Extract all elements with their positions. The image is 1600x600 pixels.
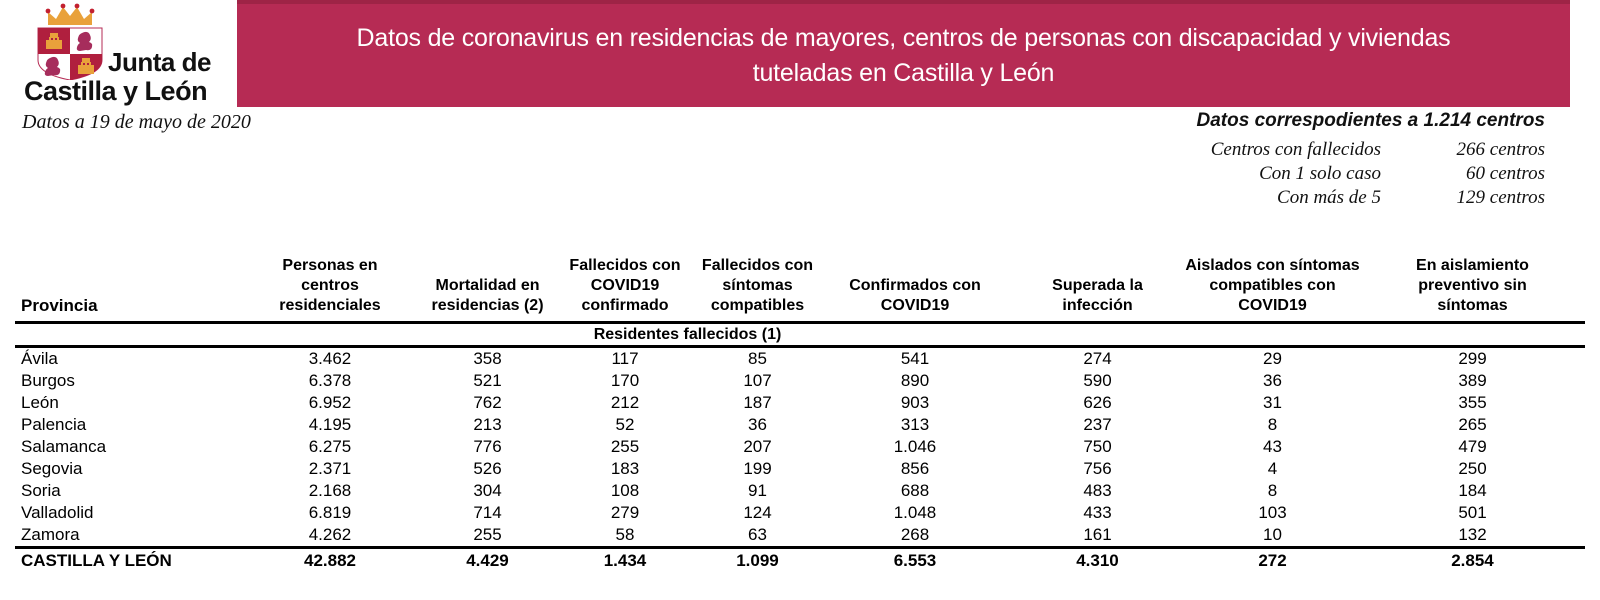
table-cell: 776 — [473, 436, 502, 456]
logo-text-line1: Junta de — [108, 47, 211, 77]
junta-logo — [0, 0, 237, 110]
table-cell: 483 — [1083, 480, 1112, 500]
table-cell: 389 — [1458, 370, 1487, 390]
total-cell: 6.553 — [820, 547, 1010, 573]
total-cell: 2.854 — [1360, 547, 1585, 573]
stat-label: Con más de 5 — [1277, 187, 1381, 208]
table-row — [15, 392, 1585, 414]
stat-row-fallecidos — [1173, 138, 1545, 162]
page-title: Datos de coronavirus en residencias de mayores, centros de personas con discapacidad y viviendas tuteladas en Castilla y León — [356, 23, 1451, 87]
table-cell: 433 — [1083, 502, 1112, 522]
table-cell: 58 — [615, 524, 635, 544]
table-cell: 117 — [611, 348, 639, 368]
table-cell: 91 — [748, 480, 767, 500]
table-cell: 6.378 — [308, 370, 352, 390]
table-subheader-row — [15, 322, 1585, 346]
column-header-aislados: Aislados con síntomas compatibles con COVID19 — [1185, 240, 1360, 322]
table-cell: 108 — [610, 480, 640, 500]
province-name-cell: Salamanca — [21, 436, 107, 456]
table-cell: 4 — [1267, 458, 1278, 478]
table-cell: 124 — [743, 502, 772, 522]
table-cell: 1.046 — [893, 436, 937, 456]
title-banner — [237, 0, 1570, 107]
table-cell: 590 — [1083, 370, 1112, 390]
table-cell: 237 — [1083, 414, 1112, 434]
table-cell: 6.819 — [308, 502, 352, 522]
covid-residences-table — [15, 240, 1585, 573]
coat-of-arms-icon — [36, 2, 106, 80]
table-cell: 10 — [1263, 524, 1282, 544]
table-total-row — [15, 547, 1585, 573]
province-name-cell: Segovia — [21, 458, 83, 478]
table-cell: 750 — [1083, 436, 1112, 456]
table-cell: 36 — [748, 414, 767, 434]
table-cell: 265 — [1458, 414, 1487, 434]
column-header-personas: Personas en centros residenciales — [240, 240, 420, 322]
province-name-cell: Zamora — [21, 524, 80, 544]
table-cell: 6.952 — [308, 392, 352, 412]
table-cell: 479 — [1458, 436, 1487, 456]
logo-text-line2: Castilla y León — [24, 76, 208, 106]
table-header-row — [15, 240, 1585, 322]
table-cell: 255 — [473, 524, 502, 544]
table-cell: 36 — [1263, 370, 1282, 390]
total-cell: 42.882 — [240, 547, 420, 573]
total-cell: 1.099 — [695, 547, 820, 573]
table-cell: 313 — [900, 414, 930, 434]
table-cell: 255 — [610, 436, 640, 456]
stat-value: 266 centros — [1456, 139, 1545, 160]
table-cell: 274 — [1083, 348, 1112, 368]
column-header-fallecidos-sintomas: Fallecidos con síntomas compatibles — [695, 240, 820, 322]
date-note: Datos a 19 de mayo de 2020 — [22, 111, 251, 133]
table-row — [15, 502, 1585, 524]
table-cell: 756 — [1083, 458, 1112, 478]
table-cell: 8 — [1267, 414, 1278, 434]
stat-row-mas-de-5 — [1173, 186, 1545, 210]
table-cell: 213 — [473, 414, 502, 434]
table-cell: 501 — [1458, 502, 1487, 522]
province-name-cell: Burgos — [21, 370, 75, 390]
table-cell: 4.262 — [308, 524, 352, 544]
table-cell: 304 — [473, 480, 502, 500]
province-name-cell: León — [21, 392, 59, 412]
stat-value: 60 centros — [1466, 163, 1545, 184]
column-header-aislamiento-preventivo: En aislamiento preventivo sin síntomas — [1360, 240, 1585, 322]
table-cell: 43 — [1263, 436, 1282, 456]
table-cell: 132 — [1458, 524, 1487, 544]
province-name-cell: Soria — [21, 480, 61, 500]
table-body — [15, 346, 1585, 547]
table-cell: 183 — [610, 458, 640, 478]
stat-row-un-caso — [1173, 162, 1545, 186]
table-cell: 526 — [473, 458, 502, 478]
column-header-superada: Superada la infección — [1010, 240, 1185, 322]
table-cell: 903 — [900, 392, 930, 412]
table-cell: 521 — [473, 370, 502, 390]
table-cell: 184 — [1458, 480, 1487, 500]
table-cell: 268 — [900, 524, 930, 544]
total-cell: 272 — [1185, 547, 1360, 573]
table-cell: 2.371 — [308, 458, 352, 478]
stat-label: Con 1 solo caso — [1259, 163, 1381, 184]
table-row — [15, 346, 1585, 370]
table-cell: 762 — [473, 392, 502, 412]
stat-value: 129 centros — [1456, 187, 1545, 208]
table-cell: 541 — [900, 348, 930, 368]
total-region-cell: CASTILLA Y LEÓN — [15, 547, 240, 573]
total-cell: 4.310 — [1010, 547, 1185, 573]
table-row — [15, 436, 1585, 458]
table-cell: 85 — [748, 348, 767, 368]
table-cell: 299 — [1458, 348, 1487, 368]
column-header-confirmados: Confirmados con COVID19 — [820, 240, 1010, 322]
table-row — [15, 480, 1585, 502]
centers-summary-title: Datos correspodientes a 1.214 centros — [1196, 110, 1545, 131]
table-cell: 358 — [473, 348, 502, 368]
table-cell: 626 — [1083, 392, 1112, 412]
table-cell: 2.168 — [308, 480, 352, 500]
table-cell: 170 — [610, 370, 640, 390]
table-cell: 250 — [1458, 458, 1487, 478]
table-cell: 3.462 — [308, 348, 352, 368]
table-cell: 212 — [610, 392, 640, 412]
province-name-cell: Palencia — [21, 414, 87, 434]
province-name-cell: Ávila — [21, 348, 58, 368]
table-cell: 31 — [1263, 392, 1282, 412]
table-cell: 714 — [473, 502, 502, 522]
table-cell: 187 — [743, 392, 772, 412]
table-cell: 856 — [900, 458, 930, 478]
column-header-mortalidad: Mortalidad en residencias (2) — [420, 240, 555, 322]
subheader-spacer — [15, 322, 555, 346]
table-row — [15, 414, 1585, 436]
table-cell: 199 — [743, 458, 772, 478]
table-cell: 6.275 — [308, 436, 352, 456]
table-cell: 890 — [900, 370, 930, 390]
table-cell: 103 — [1258, 502, 1287, 522]
column-header-provincia: Provincia — [15, 240, 240, 322]
table-row — [15, 370, 1585, 392]
table-cell: 107 — [743, 370, 772, 390]
table-cell: 161 — [1083, 524, 1112, 544]
table-cell: 4.195 — [308, 414, 352, 434]
stat-label: Centros con fallecidos — [1210, 139, 1381, 160]
table-cell: 52 — [615, 414, 635, 434]
total-cell: 4.429 — [420, 547, 555, 573]
table-cell: 279 — [610, 502, 640, 522]
table-cell: 207 — [743, 436, 772, 456]
subheader-residentes-fallecidos: Residentes fallecidos (1) — [555, 322, 820, 346]
table-cell: 1.048 — [893, 502, 937, 522]
column-header-fallecidos-covid: Fallecidos con COVID19 confirmado — [555, 240, 695, 322]
table-cell: 29 — [1263, 348, 1282, 368]
table-cell: 355 — [1458, 392, 1487, 412]
table-cell: 688 — [900, 480, 930, 500]
subheader-spacer — [820, 322, 1585, 346]
table-cell: 63 — [748, 524, 767, 544]
table-row — [15, 524, 1585, 548]
table-cell: 8 — [1267, 480, 1278, 500]
province-name-cell: Valladolid — [21, 502, 94, 522]
table-row — [15, 458, 1585, 480]
centers-summary — [1173, 110, 1545, 210]
total-cell: 1.434 — [555, 547, 695, 573]
